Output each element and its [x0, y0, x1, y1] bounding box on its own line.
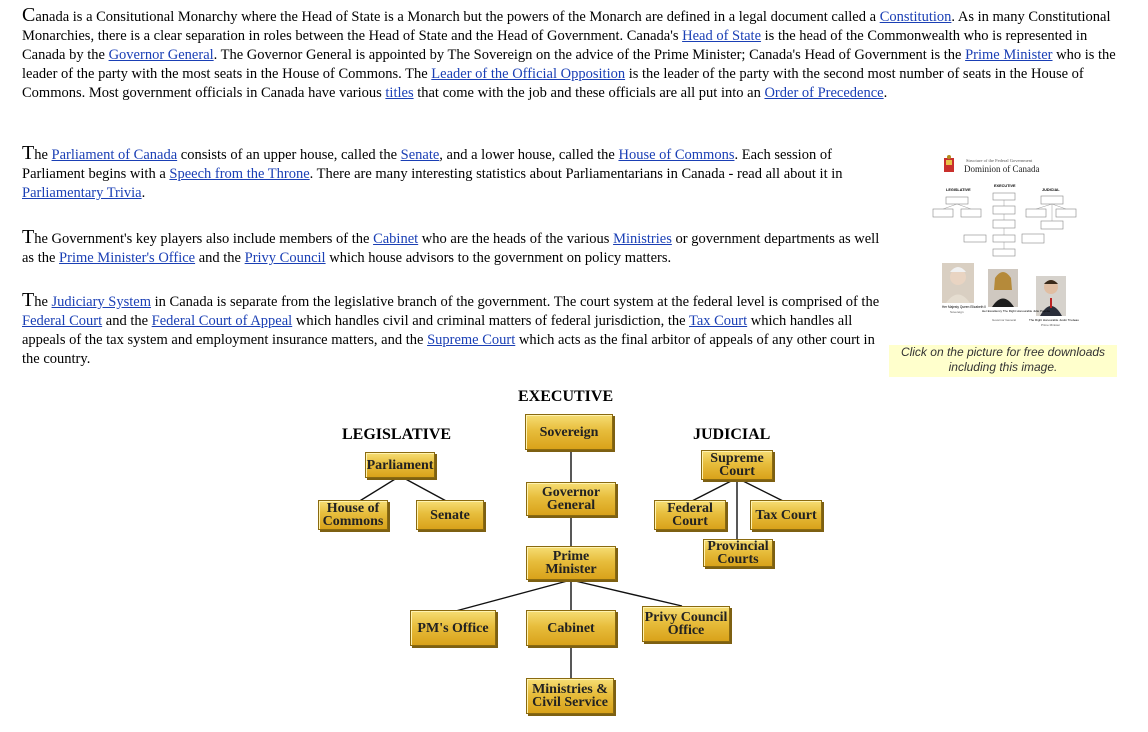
link-federal-court[interactable]: Federal Court [22, 313, 103, 329]
government-org-chart [300, 384, 860, 724]
link-federal-court-of-appeal[interactable]: Federal Court of Appeal [151, 313, 293, 329]
thumb-person1: Her Majesty Queen Elizabeth II [942, 305, 987, 309]
thumb-col-judicial: JUDICIAL [1042, 188, 1060, 192]
box-privy-council-office[interactable]: Privy Council Office [642, 606, 730, 642]
link-constitution[interactable]: Constitution [879, 9, 952, 25]
link-speech-from-throne[interactable]: Speech from the Throne [169, 166, 310, 182]
parliament-paragraph: The Parliament of Canada consists of an upper house, called the Senate, and a lower house, called the House of Commons. Each session of Parliament begins with a Speech from the Throne. There are many interesting statistics about Parliamentarians in Canada - read all about it in Parliamentary Trivia. [22, 142, 843, 201]
drop-cap: C [22, 4, 36, 26]
box-provincial-courts[interactable]: Provincial Courts [703, 539, 773, 567]
link-order-of-precedence[interactable]: Order of Precedence [764, 85, 884, 101]
link-supreme-court[interactable]: Supreme Court [427, 332, 516, 348]
link-cabinet[interactable]: Cabinet [373, 231, 419, 247]
thumbnail-graphic [916, 150, 1096, 345]
link-ministries[interactable]: Ministries [613, 231, 672, 247]
thumb-title: Dominion of Canada [964, 164, 1040, 174]
box-ministries-civil-service[interactable]: Ministries & Civil Service [526, 678, 614, 714]
link-tax-court[interactable]: Tax Court [688, 313, 748, 329]
box-parliament[interactable]: Parliament [365, 452, 435, 478]
heading-judicial: JUDICIAL [693, 426, 771, 443]
thumbnail-caption[interactable]: Click on the picture for free downloads including this image. [889, 345, 1117, 377]
link-parliamentary-trivia[interactable]: Parliamentary Trivia [22, 185, 142, 201]
box-pm-office[interactable]: PM's Office [410, 610, 496, 646]
heading-legislative: LEGISLATIVE [342, 426, 452, 443]
thumb-col-legislative: LEGISLATIVE [946, 188, 971, 192]
box-governor-general[interactable]: Governor General [526, 482, 616, 516]
government-paragraph: The Government's key players also include members of the Cabinet who are the heads of the various Ministries or government departments as well as the Prime Minister's Office and the Privy Council which house advisors to the government on policy matters. [22, 226, 880, 266]
link-judiciary-system[interactable]: Judiciary System [51, 294, 152, 310]
box-supreme-court[interactable]: Supreme Court [701, 450, 773, 480]
link-pm-office[interactable]: Prime Minister's Office [59, 250, 196, 266]
link-governor-general[interactable]: Governor General [108, 47, 214, 63]
link-leader-opposition[interactable]: Leader of the Official Opposition [431, 66, 626, 82]
thumb-col-executive: EXECUTIVE [994, 184, 1016, 188]
link-prime-minister[interactable]: Prime Minister [965, 47, 1053, 63]
link-titles[interactable]: titles [385, 85, 414, 101]
box-senate[interactable]: Senate [416, 500, 484, 530]
drop-cap: T [22, 142, 35, 164]
portrait-governor-general [988, 269, 1018, 307]
org-chart-thumbnail[interactable] [916, 150, 1096, 345]
box-tax-court[interactable]: Tax Court [750, 500, 822, 530]
box-prime-minister[interactable]: Prime Minister [526, 546, 616, 580]
box-sovereign[interactable]: Sovereign [525, 414, 613, 450]
thumb-subtitle: Structure of the Federal Government [966, 158, 1033, 163]
link-house-of-commons[interactable]: House of Commons [618, 147, 735, 163]
box-federal-court[interactable]: Federal Court [654, 500, 726, 530]
intro-paragraph: Canada is a Consitutional Monarchy where the Head of State is a Monarch but the powers of the Monarch are defined in a legal document called a Constitution. As in many Constitutional Monarchies, there is a clear separation in roles between the Head of State and the Head of Government. Canada's Head of State is the head of the Commonwealth who is represented in Canada by the Governor General. The Governor General is appointed by The Sovereign on the advice of the Prime Minister; Canada's Head of Government is the Prime Minister who is the leader of the party with the most seats in the House of Commons. The Leader of the Official Opposition is the leader of the party with the second most number of seats in the House of Commons. Most government officials in Canada have various titles that come with the job and these officials are all put into an Order of Precedence. [22, 4, 1116, 101]
link-senate[interactable]: Senate [400, 147, 440, 163]
link-head-of-state[interactable]: Head of State [682, 28, 762, 44]
coat-of-arms-icon [944, 155, 954, 172]
thumb-person1-role: Sovereign [950, 310, 964, 314]
thumb-person2: Her Excellency The Right Honourable Julie Payette [982, 309, 1051, 313]
judiciary-paragraph: The Judiciary System in Canada is separate from the legislative branch of the government. The court system at the federal level is comprised of the Federal Court and the Federal Court of Appeal which handles civil and criminal matters of federal jurisdiction, the Tax Court which handles all appeals of the tax system and employment insurance matters, and the Supreme Court which acts as the final arbitor of appeals of any other court in the country. [22, 289, 880, 367]
box-cabinet[interactable]: Cabinet [526, 610, 616, 646]
link-privy-council[interactable]: Privy Council [244, 250, 326, 266]
portrait-sovereign [942, 263, 974, 303]
heading-executive: EXECUTIVE [518, 388, 614, 405]
thumb-person2-role: Governor General [992, 318, 1017, 322]
thumb-person3-role: Prime Minister [1041, 323, 1061, 327]
link-parliament-of-canada[interactable]: Parliament of Canada [51, 147, 178, 163]
thumb-person3: The Right Honourable Justin Trudeau [1029, 318, 1079, 322]
drop-cap: T [22, 289, 35, 311]
drop-cap: T [22, 226, 35, 248]
box-house-of-commons[interactable]: House of Commons [318, 500, 388, 530]
